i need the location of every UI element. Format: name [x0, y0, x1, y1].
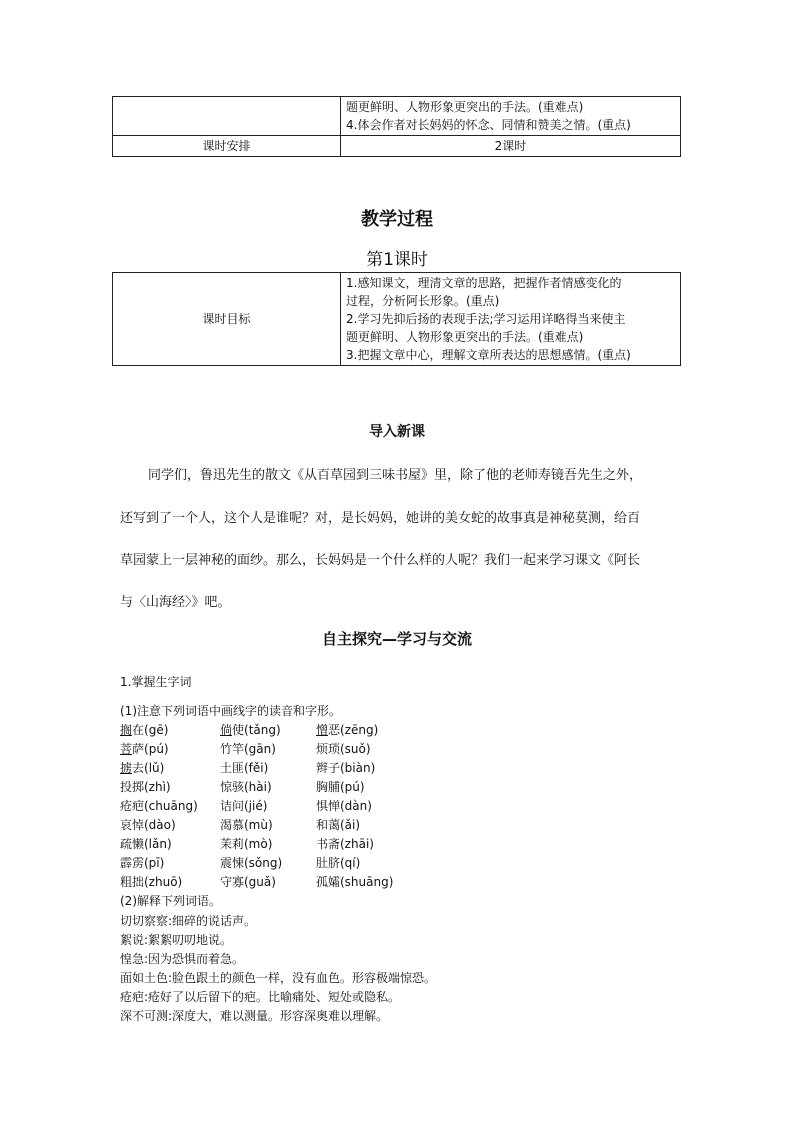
vocab-text: 投掷(zhì) — [120, 780, 171, 794]
underlined-char: 倘 — [220, 723, 233, 737]
schedule-value: 2课时 — [341, 136, 681, 157]
top-table — [112, 96, 681, 157]
objective-line: 题更鲜明、人物形象更突出的手法。(重难点) — [346, 330, 584, 344]
objectives-table — [112, 272, 681, 366]
vocab-entry — [120, 854, 164, 872]
vocab-text: 辫子(biàn) — [316, 761, 376, 775]
vocab-entry — [220, 854, 282, 872]
definition-line: 惶急:因为恐惧而着急。 — [120, 952, 245, 966]
vocab-entry — [120, 778, 171, 796]
vocab-entry — [120, 740, 169, 758]
vocab-entry — [220, 835, 272, 853]
vocab-text: 土匪(fěi) — [220, 761, 269, 775]
vocab-entry — [220, 721, 281, 739]
intro-line: 同学们，鲁迅先生的散文《从百草园到三味书屋》里，除了他的老师寿镜吾先生之外， — [148, 468, 643, 483]
objective-line: 题更鲜明、人物形象更突出的手法。(重难点) — [346, 100, 584, 114]
vocab-title: 1.掌握生字词 — [120, 675, 192, 689]
vocab-text: 震悚(sǒng) — [220, 856, 283, 870]
underlined-char: 憎 — [316, 723, 329, 737]
intro-line: 还写到了一个人，这个人是谁呢？对，是长妈妈，她讲的美女蛇的故事真是神秘莫测，给百 — [120, 511, 641, 526]
lesson-title: 第1课时 — [366, 250, 428, 270]
vocab-text: 竹竿(gān) — [220, 742, 276, 756]
vocab-entry — [220, 816, 273, 834]
vocab-entry — [120, 797, 198, 815]
intro-line: 草园蒙上一层神秘的面纱。那么，长妈妈是一个什么样的人呢？我们一起来学习课文《阿长 — [120, 553, 641, 568]
vocab-entry — [220, 740, 276, 758]
vocab-text: 使(tǎng) — [232, 723, 281, 737]
vocab-text: 粗拙(zhuō) — [120, 875, 183, 889]
vocab-entry — [316, 816, 360, 834]
underlined-char: 搁 — [120, 723, 133, 737]
vocab-text: 去(lǔ) — [132, 761, 165, 775]
vocab-entry — [220, 873, 276, 891]
schedule-label: 课时安排 — [113, 136, 341, 157]
vocab-entry — [316, 835, 374, 853]
objective-line: 过程，分析阿长形象。(重点) — [346, 294, 500, 308]
definition-line: 疮疤:疮好了以后留下的疤。比喻痛处、短处或隐私。 — [120, 990, 401, 1004]
objectives-label: 课时目标 — [113, 273, 341, 366]
definition-line: 面如土色:脸色跟土的颜色一样，没有血色。形容极端惊恐。 — [120, 971, 437, 985]
vocab-text: 诘问(jié) — [220, 799, 268, 813]
vocab-entry — [120, 759, 164, 777]
vocab-entry — [316, 854, 360, 872]
vocab-text: 惧惮(dàn) — [316, 799, 372, 813]
underlined-char: 掳 — [120, 761, 133, 775]
vocab-instruction: (1)注意下列词语中画线字的读音和字形。 — [120, 704, 341, 718]
vocab-entry — [220, 797, 267, 815]
vocab-text: 霹雳(pī) — [120, 856, 165, 870]
vocab-entry — [316, 778, 365, 796]
vocab-text: 孤孀(shuāng) — [316, 875, 394, 889]
intro-line: 与〈山海经〉》吧。 — [120, 595, 231, 610]
vocab-text: 疮疤(chuāng) — [120, 799, 198, 813]
definition-line: 絮说:絮絮叨叨地说。 — [120, 933, 233, 947]
top-table-content-cell — [341, 97, 681, 136]
vocab-text: 疏懒(lǎn) — [120, 837, 172, 851]
vocab-text: 书斋(zhāi) — [316, 837, 374, 851]
vocab-entry — [316, 721, 378, 739]
vocab-text: 守寡(guǎ) — [220, 875, 276, 889]
vocab-text: 恶(zēng) — [328, 723, 379, 737]
vocab-text: 茉莉(mò) — [220, 837, 273, 851]
objective-line: 2.学习先抑后扬的表现手法;学习运用详略得当来使主 — [346, 312, 626, 326]
vocab-text: 胸脯(pú) — [316, 780, 365, 794]
vocab-text: 萨(pú) — [132, 742, 169, 756]
objectives-content-cell — [341, 273, 681, 366]
vocab-entry — [316, 740, 371, 758]
intro-heading: 导入新课 — [369, 424, 425, 440]
explain-title: (2)解释下列词语。 — [120, 894, 221, 908]
definition-line: 深不可测:深度大，难以测量。形容深奥难以理解。 — [120, 1009, 389, 1023]
objective-line: 1.感知课文，理清文章的思路，把握作者情感变化的 — [346, 276, 622, 290]
top-table-empty-cell — [113, 97, 341, 136]
vocab-text: 渴慕(mù) — [220, 818, 273, 832]
vocab-entry — [220, 778, 272, 796]
vocab-text: 肚脐(qí) — [316, 856, 361, 870]
definition-line: 切切察察:细碎的说话声。 — [120, 914, 257, 928]
objective-line: 3.把握文章中心，理解文章所表达的思想感情。(重点) — [346, 348, 631, 362]
vocab-entry — [120, 873, 182, 891]
underlined-char: 菩 — [120, 742, 133, 756]
vocab-entry — [120, 816, 176, 834]
objective-line: 4.体会作者对长妈妈的怀念、同情和赞美之情。(重点) — [346, 118, 631, 132]
vocab-entry — [120, 721, 168, 739]
vocab-entry — [316, 873, 393, 891]
explore-heading: 自主探究—学习与交流 — [321, 630, 472, 648]
vocab-entry — [120, 835, 172, 853]
vocab-entry — [220, 759, 268, 777]
vocab-entry — [316, 797, 372, 815]
vocab-text: 和蔼(ǎi) — [316, 818, 361, 832]
vocab-text: 哀悼(dào) — [120, 818, 176, 832]
vocab-text: 在(gē) — [132, 723, 169, 737]
vocab-entry — [316, 759, 375, 777]
vocab-text: 惊骇(hài) — [220, 780, 272, 794]
vocab-text: 烦琐(suǒ) — [316, 742, 371, 756]
process-title: 教学过程 — [361, 209, 433, 230]
